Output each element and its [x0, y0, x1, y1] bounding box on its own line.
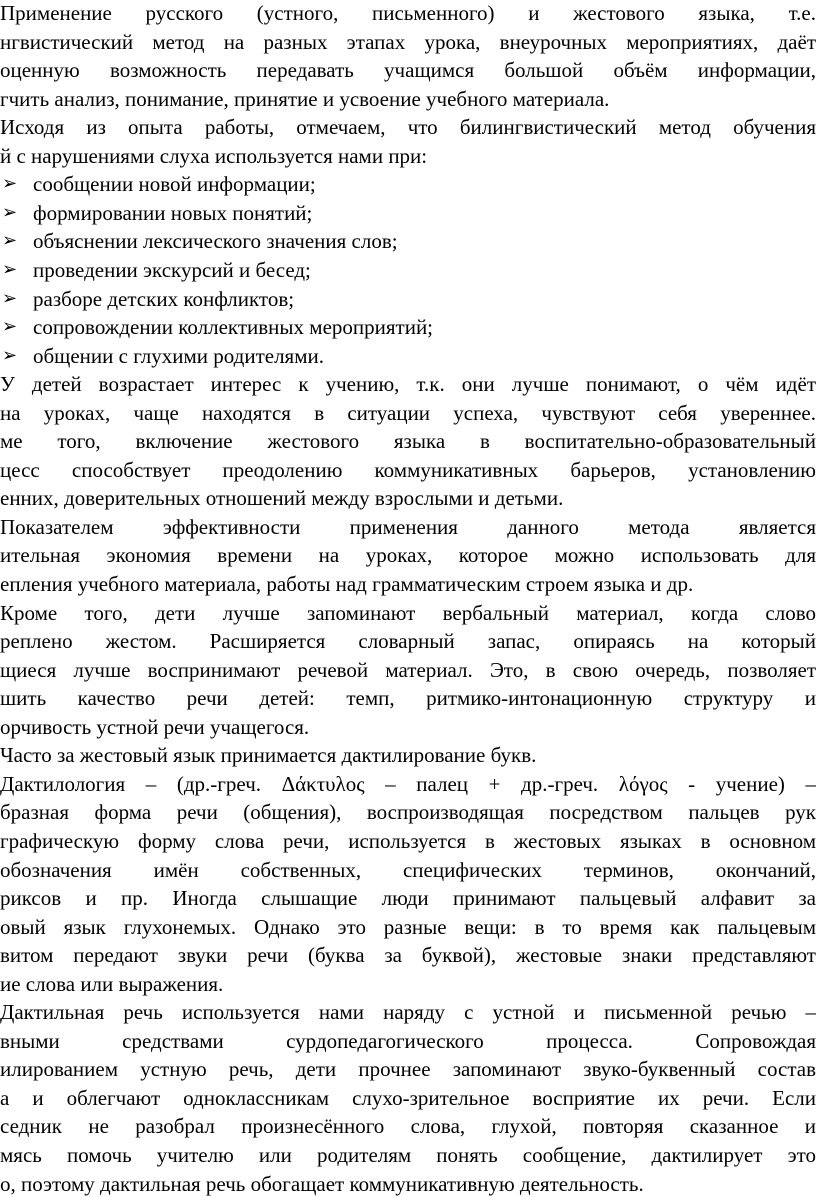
line-text: щиеся лучше воспринимают речевой материал. Это, в свою очередь, позволяет [0, 657, 816, 682]
line-text: Часто за жестовый язык принимается дактилирование букв. [0, 743, 537, 768]
bullet-list-item [2, 171, 816, 197]
text-line [0, 143, 816, 169]
text-line [0, 1028, 816, 1054]
bullet-text: формировании новых понятий; [33, 200, 313, 225]
bullet-text: сопровождении коллективных мероприятий; [33, 315, 434, 340]
line-text: нгвистический метод на разных этапах урока, внеурочных мероприятиях, даёт [0, 29, 816, 54]
text-line [0, 742, 816, 768]
text-line [0, 0, 816, 26]
text-line [0, 799, 816, 825]
line-text: Применение русского (устного, письменного) и жестового языка, т.е. [0, 1, 816, 25]
line-text: Исходя из опыта работы, отмечаем, что билингвистический метод обучения [0, 115, 816, 140]
text-line [0, 114, 816, 140]
line-text: ме того, включение жестового языка в воспитательно-образовательный [0, 429, 816, 454]
line-text: гчить анализ, понимание, принятие и усвоение учебного материала. [0, 86, 610, 111]
line-text: риксов и пр. Иногда слышащие люди принимают пальцевый алфавит за [0, 886, 816, 911]
bullet-list-item [2, 228, 816, 254]
line-text: обозначения имён собственных, специфических терминов, окончаний, [0, 857, 816, 882]
line-text: реплено жестом. Расширяется словарный запас, опираясь на который [0, 629, 816, 654]
text-line [0, 1171, 816, 1197]
line-text: шить качество речи детей: темп, ритмико-интонационную структуру и [0, 686, 816, 711]
bullet-arrow-icon: ➢ [2, 230, 18, 252]
bullet-arrow-icon: ➢ [2, 287, 18, 309]
text-line [0, 514, 816, 540]
text-line [0, 885, 816, 911]
line-text: бразная форма речи (общения), воспроизводящая посредством пальцев рук [0, 800, 816, 825]
line-text: мясь помочь учителю или родителям понять сообщение, дактилирует это [0, 1143, 816, 1167]
text-line [0, 914, 816, 940]
bullet-arrow-icon: ➢ [2, 344, 18, 366]
line-text: илированием устную речь, дети прочнее запоминают звуко-буквенный состав [0, 1057, 816, 1082]
bullet-arrow-icon: ➢ [2, 201, 18, 223]
text-line [0, 1085, 816, 1111]
bullet-list-item [2, 200, 816, 226]
text-line [0, 1056, 816, 1082]
line-text: енних, доверительных отношений между взрослыми и детьми. [0, 486, 564, 511]
line-text: оценную возможность передавать учащимся большой объём информации, [0, 58, 816, 83]
line-text: овый язык глухонемых. Однако это разные вещи: в то время как пальцевым [0, 914, 816, 939]
text-line [0, 29, 816, 55]
text-line [0, 542, 816, 568]
line-text: вными средствами сурдопедагогического процесса. Сопровождая [0, 1028, 816, 1053]
line-text: й с нарушениями слуха используется нами при: [0, 143, 428, 168]
text-line [0, 457, 816, 483]
bullet-text: разборе детских конфликтов; [33, 286, 295, 311]
line-text: о, поэтому дактильная речь обогащает коммуникативную деятельность. [0, 1171, 644, 1196]
bullet-list-item [2, 257, 816, 283]
text-line [0, 57, 816, 83]
bullet-text: объяснении лексического значения слов; [33, 229, 398, 254]
text-line [0, 1142, 816, 1168]
text-line [0, 942, 816, 968]
line-text: Дактилология – (др.-греч. Δάκτυλος – палец + др.-греч. λόγος - учение) – [0, 771, 816, 796]
text-line [0, 685, 816, 711]
bullet-text: сообщении новой информации; [33, 172, 316, 197]
line-text: епления учебного материала, работы над грамматическим строем языка и др. [0, 572, 694, 596]
text-line [0, 485, 816, 511]
bullet-text: общении с глухими родителями. [33, 343, 324, 368]
line-text: У детей возрастает интерес к учению, т.к. они лучше понимают, о чём идёт [0, 372, 816, 397]
text-line [0, 999, 816, 1025]
text-line [0, 400, 816, 426]
text-line [0, 1113, 816, 1139]
line-text: Дактильная речь используется нами наряду с устной и письменной речью – [0, 1000, 816, 1025]
bullet-arrow-icon: ➢ [2, 173, 18, 195]
bullet-arrow-icon: ➢ [2, 258, 18, 280]
line-text: а и облегчают одноклассникам слухо-зрительное восприятие их речи. Если [0, 1085, 816, 1110]
line-text: витом передают звуки речи (буква за буквой), жестовые знаки представляют [0, 943, 816, 968]
bullet-list-item [2, 314, 816, 340]
bullet-arrow-icon: ➢ [2, 316, 18, 338]
line-text: на уроках, чаще находятся в ситуации успеха, чувствуют себя увереннее. [0, 400, 816, 425]
text-line [0, 657, 816, 683]
text-line [0, 628, 816, 654]
text-line [0, 371, 816, 397]
line-text: цесс способствует преодолению коммуникативных барьеров, установлению [0, 457, 816, 482]
text-line [0, 857, 816, 883]
line-text: орчивость устной речи учащегося. [0, 714, 310, 739]
line-text: ие слова или выражения. [0, 971, 224, 996]
bullet-list-item [2, 286, 816, 312]
line-text: ительная экономия времени на уроках, которое можно использовать для [0, 543, 816, 568]
bullet-text: проведении экскурсий и бесед; [33, 257, 311, 282]
line-text: Показателем эффективности применения данного метода является [0, 514, 816, 539]
bullet-list-item [2, 343, 816, 369]
text-line [0, 971, 816, 997]
text-line [0, 828, 816, 854]
text-line [0, 86, 816, 112]
line-text: графическую форму слова речи, используется в жестовых языках в основном [0, 828, 816, 853]
text-line [0, 771, 816, 797]
text-line [0, 428, 816, 454]
line-text: седник не разобрал произнесённого слова, глухой, повторяя сказанное и [0, 1114, 816, 1139]
line-text: Кроме того, дети лучше запоминают вербальный материал, когда слово [0, 600, 816, 625]
text-line [0, 571, 816, 597]
text-line [0, 600, 816, 626]
text-line [0, 714, 816, 740]
